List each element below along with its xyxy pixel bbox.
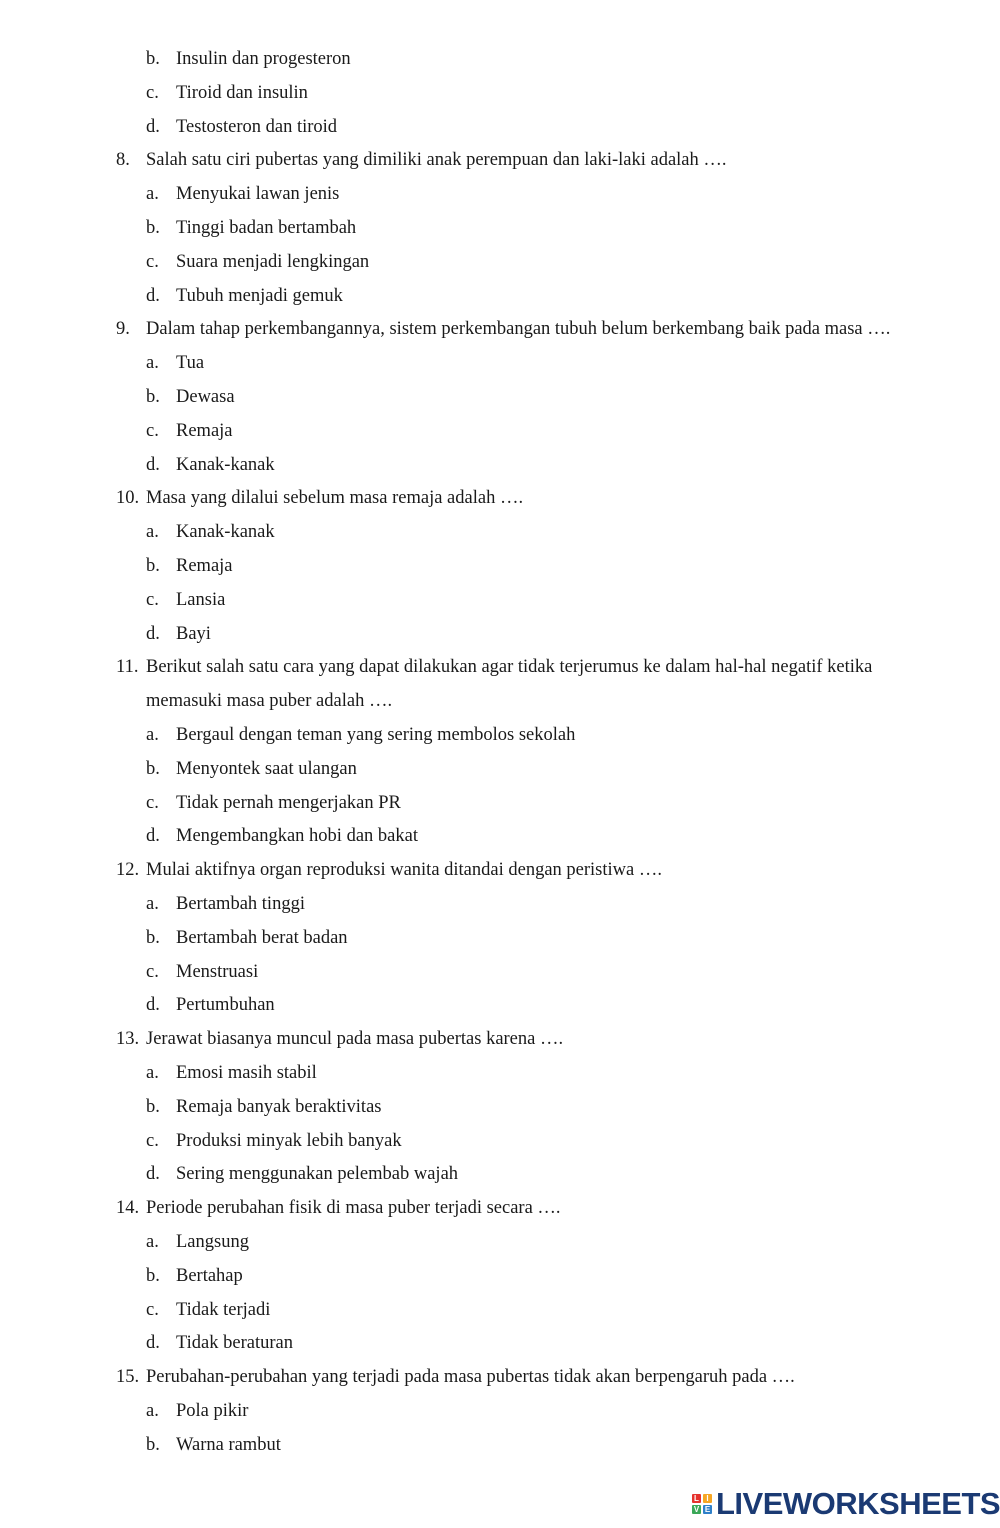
option-label: d. [146,995,160,1016]
option-text: Remaja [176,420,233,441]
option-label: d. [146,116,160,137]
option-label: b. [146,1096,160,1117]
option-label: d. [146,623,160,644]
option-text: Tubuh menjadi gemuk [176,285,343,306]
logo-wordmark: LIVEWORKSHEETS [716,1486,1000,1521]
option-text: Tua [176,353,205,374]
option-label: c. [146,1299,159,1320]
option-label: a. [146,353,159,374]
option-label: c. [146,420,159,441]
option-text: Remaja banyak beraktivitas [176,1096,382,1117]
question-text: Jerawat biasanya muncul pada masa pubertas karena …. [146,1029,564,1050]
option-label: c. [146,792,159,813]
option-text: Kanak-kanak [176,522,275,543]
option-label: a. [146,1401,159,1421]
option-label: a. [146,894,159,914]
option-label: b. [146,218,160,238]
option-text: Menyukai lawan jenis [176,184,340,205]
question-number: 8. [116,150,130,171]
question-number: 10. [116,488,140,509]
question-text: Dalam tahap perkembangannya, sistem perkembangan tubuh belum berkembang baik pada masa …. [146,319,891,340]
option-text: Kanak-kanak [176,454,275,475]
liveworksheets-logo [692,1486,1000,1522]
option-label: c. [146,82,159,103]
option-text: Mengembangkan hobi dan bakat [176,826,418,847]
option-label: a. [146,522,159,543]
option-label: a. [146,725,159,745]
question-number: 11. [116,657,139,678]
logo-tile-e: E [704,1505,711,1514]
option-label: a. [146,1232,159,1252]
option-text: Bergaul dengan teman yang sering membolos sekolah [176,725,576,745]
option-text: Sering menggunakan pelembab wajah [176,1164,459,1185]
question-text-continued: memasuki masa puber adalah …. [146,691,393,712]
option-text: Emosi masih stabil [176,1063,317,1083]
option-label: d. [146,1164,160,1185]
question-text: Mulai aktifnya organ reproduksi wanita ditandai dengan peristiwa …. [146,860,662,881]
question-text: Periode perubahan fisik di masa puber terjadi secara …. [146,1198,561,1219]
question-number: 9. [116,319,130,340]
option-label: b. [146,49,160,69]
option-text: Tidak terjadi [176,1299,271,1320]
option-text: Tidak beraturan [176,1333,293,1354]
question-text: Berikut salah satu cara yang dapat dilakukan agar tidak terjerumus ke dalam hal-hal negatif ketika [146,657,873,678]
option-text: Testosteron dan tiroid [176,116,338,137]
option-text: Dewasa [176,387,235,407]
option-label: a. [146,1063,159,1083]
question-number: 13. [116,1029,140,1050]
option-label: d. [146,826,160,847]
question-number: 15. [116,1367,140,1388]
option-text: Remaja [176,556,233,576]
option-text: Pola pikir [176,1401,249,1421]
option-text: Bayi [176,623,211,644]
option-label: d. [146,1333,160,1354]
option-text: Bertambah tinggi [176,894,305,914]
option-text: Produksi minyak lebih banyak [176,1130,402,1151]
option-label: c. [146,589,159,610]
question-text: Masa yang dilalui sebelum masa remaja adalah …. [146,488,524,509]
option-text: Tinggi badan bertambah [176,218,357,238]
option-text: Menstruasi [176,961,259,982]
option-text: Insulin dan progesteron [176,49,351,69]
option-label: a. [146,184,159,205]
liveworksheets-mark-icon [692,1494,712,1514]
option-text: Bertambah berat badan [176,927,348,948]
option-text: Lansia [176,589,226,610]
logo-tile-v: V [693,1505,700,1514]
question-text: Perubahan-perubahan yang terjadi pada masa pubertas tidak akan berpengaruh pada …. [146,1367,795,1388]
question-number: 14. [116,1198,140,1219]
option-label: c. [146,251,159,272]
option-label: b. [146,387,160,407]
option-label: c. [146,961,159,982]
option-label: d. [146,454,160,475]
logo-tile-i: I [703,1494,712,1503]
option-label: b. [146,927,160,948]
option-text: Suara menjadi lengkingan [176,251,370,272]
option-text: Langsung [176,1232,249,1252]
option-text: Pertumbuhan [176,995,275,1016]
option-text: Menyontek saat ulangan [176,758,357,779]
logo-tile-l: L [692,1494,701,1503]
option-text: Tidak pernah mengerjakan PR [176,792,401,813]
option-label: b. [146,758,160,779]
option-text: Tiroid dan insulin [176,82,308,103]
option-label: b. [146,556,160,576]
option-label: b. [146,1265,160,1286]
option-label: b. [146,1434,160,1455]
question-text: Salah satu ciri pubertas yang dimiliki anak perempuan dan laki-laki adalah …. [146,150,727,171]
question-number: 12. [116,860,140,881]
option-label: c. [146,1130,159,1151]
option-text: Bertahap [176,1265,243,1286]
option-text: Warna rambut [176,1434,281,1455]
option-label: d. [146,285,160,306]
